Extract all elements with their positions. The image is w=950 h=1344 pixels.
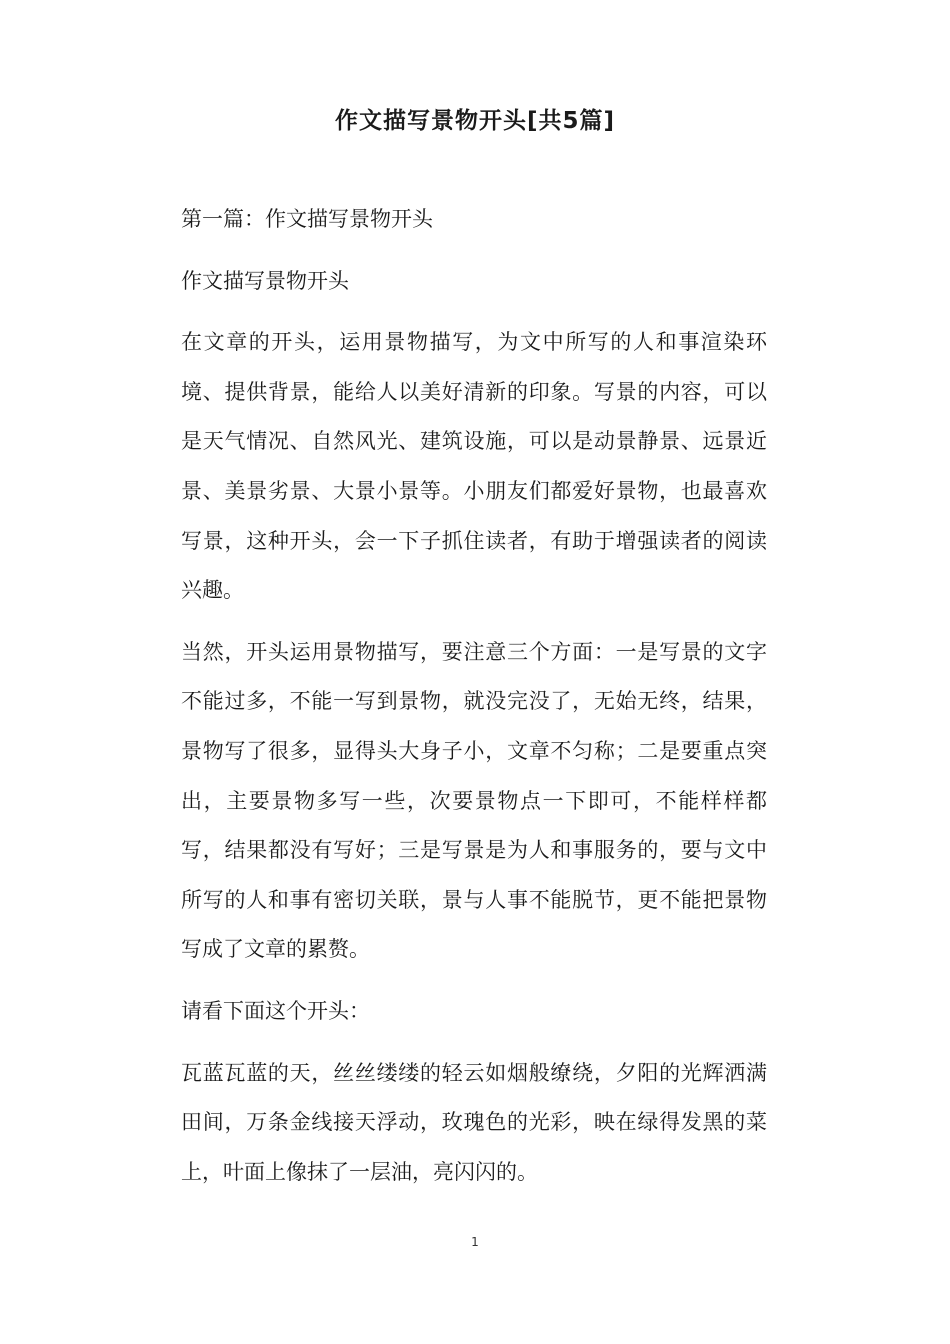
body-paragraph: 请看下面这个开头：	[181, 998, 370, 1023]
document-body	[181, 195, 767, 1209]
body-paragraph: 当然，开头运用景物描写，要注意三个方面：一是写景的文字不能过多，不能一写到景物，就没完没了，无始无终，结果，景物写了很多，显得头大身子小，文章不匀称；二是要重点突出，主要景物多写一些，次要景物点一下即可，不能样样都写，结果都没有写好；三是写景是为人和事服务的，要与文中所写的人和事有密切关联，景与人事不能脱节，更不能把景物写成了文章的累赘。	[181, 639, 767, 962]
page-number: 1	[471, 1235, 479, 1249]
body-paragraph: 在文章的开头，运用景物描写，为文中所写的人和事渲染环境、提供背景，能给人以美好清新的印象。写景的内容，可以是天气情况、自然风光、建筑设施，可以是动景静景、远景近景、美景劣景、大景小景等。小朋友们都爱好景物，也最喜欢写景，这种开头，会一下子抓住读者，有助于增强读者的阅读兴趣。	[181, 330, 767, 603]
section-heading: 第一篇：作文描写景物开头	[181, 207, 433, 231]
body-paragraph: 瓦蓝瓦蓝的天，丝丝缕缕的轻云如烟般缭绕，夕阳的光辉洒满田间，万条金线接天浮动，玫瑰色的光彩，映在绿得发黑的菜上，叶面上像抹了一层油，亮闪闪的。	[181, 1060, 767, 1184]
document-title: 作文描写景物开头[共5篇]	[334, 108, 616, 134]
article-subtitle: 作文描写景物开头	[181, 268, 349, 293]
